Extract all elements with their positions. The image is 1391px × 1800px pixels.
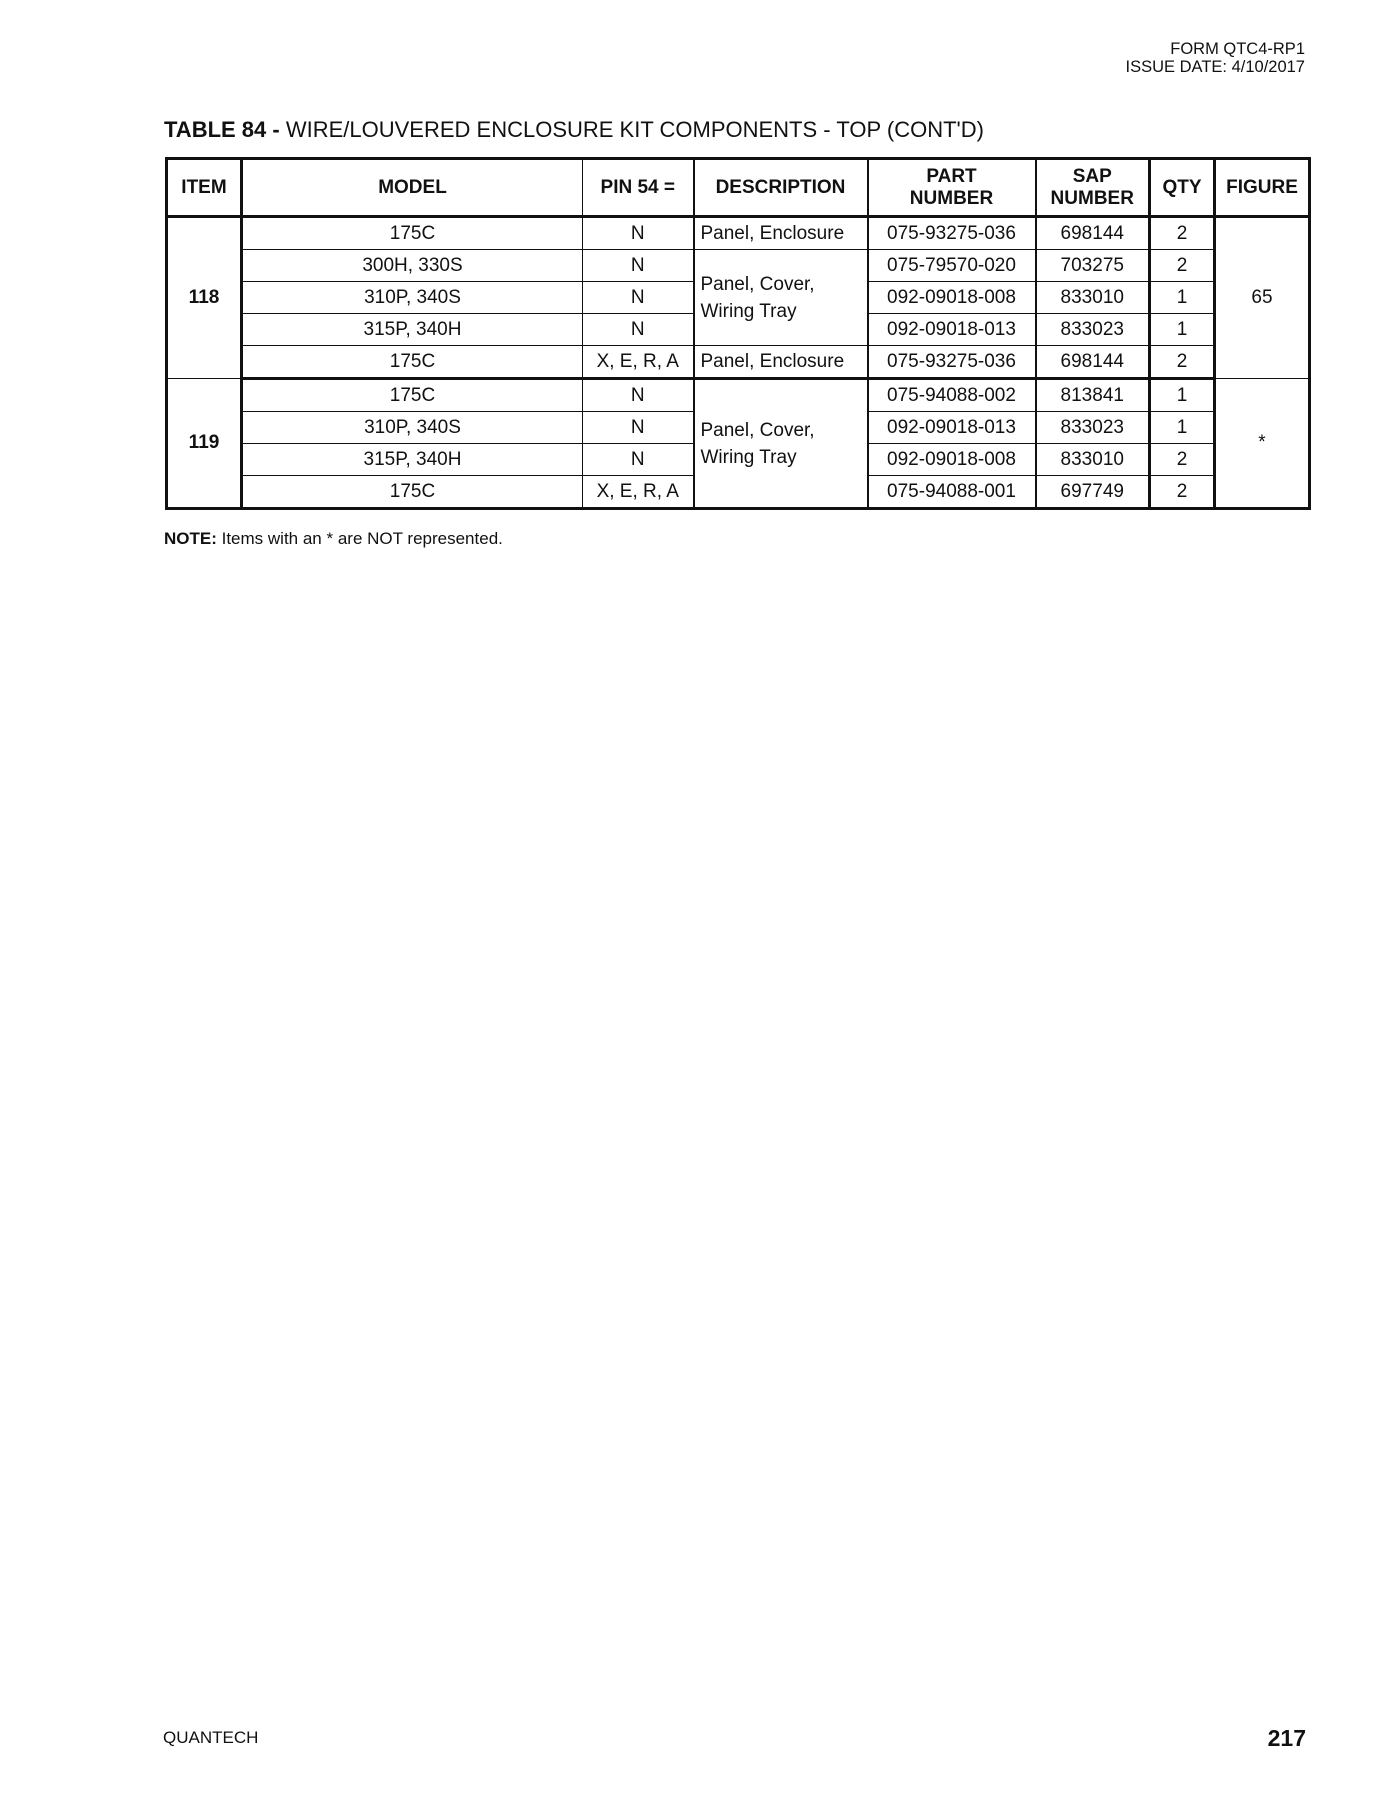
figure-cell: * [1215,379,1310,509]
sap-number-cell: 813841 [1036,379,1150,412]
sap-number-cell: 833010 [1036,444,1150,476]
description-cell: Panel, Enclosure [694,346,868,379]
sap-number-cell: 698144 [1036,346,1150,379]
col-header-sap-number [1036,159,1150,217]
table-row [167,217,1310,250]
col-header-item: ITEM [167,159,242,217]
sap-number-cell: 698144 [1036,217,1150,250]
description-cell: Panel, Cover, Wiring Tray [694,379,868,509]
model-cell: 300H, 330S [242,250,583,282]
form-header [1126,40,1305,76]
model-cell: 175C [242,379,583,412]
form-number: FORM QTC4-RP1 [1170,40,1305,58]
model-cell: 315P, 340H [242,314,583,346]
qty-cell: 1 [1150,282,1215,314]
model-cell: 310P, 340S [242,412,583,444]
part-number-cell: 075-93275-036 [868,217,1036,250]
pin-cell: X, E, R, A [583,346,694,379]
description-cell: Panel, Enclosure [694,217,868,250]
model-cell: 175C [242,346,583,379]
pin-cell: N [583,444,694,476]
col-header-pin: PIN 54 = [583,159,694,217]
qty-cell: 2 [1150,476,1215,509]
qty-cell: 2 [1150,250,1215,282]
model-cell: 175C [242,217,583,250]
qty-cell: 1 [1150,379,1215,412]
sap-number-cell: 833023 [1036,412,1150,444]
issue-date: ISSUE DATE: 4/10/2017 [1125,58,1305,76]
table-title-prefix: TABLE 84 - [164,117,280,142]
col-header-model: MODEL [242,159,583,217]
table-title [164,117,984,143]
model-cell: 315P, 340H [242,444,583,476]
part-number-cell: 092-09018-013 [868,314,1036,346]
note-text: Items with an * are NOT represented. [216,529,503,548]
col-header-part-line1: PART [926,165,977,187]
pin-cell: N [583,217,694,250]
part-number-cell: 075-93275-036 [868,346,1036,379]
table-header-row [167,159,1310,217]
item-number: 119 [167,379,242,509]
model-cell: 310P, 340S [242,282,583,314]
note-label: NOTE: [164,529,217,548]
col-header-part-line2: NUMBER [909,187,994,209]
sap-number-cell: 697749 [1036,476,1150,509]
col-header-sap-line1: SAP [1072,165,1112,187]
part-number-cell: 075-79570-020 [868,250,1036,282]
model-cell: 175C [242,476,583,509]
table-row [167,346,1310,379]
col-header-sap-line2: NUMBER [1050,187,1134,209]
qty-cell: 2 [1150,217,1215,250]
qty-cell: 2 [1150,444,1215,476]
pin-cell: N [583,412,694,444]
pin-cell: X, E, R, A [583,476,694,509]
figure-cell: 65 [1215,217,1310,379]
table-row [167,379,1310,412]
pin-cell: N [583,282,694,314]
qty-cell: 1 [1150,412,1215,444]
item-number: 118 [167,217,242,379]
pin-cell: N [583,314,694,346]
description-cell: Panel, Cover, Wiring Tray [694,250,868,346]
col-header-part-number [868,159,1036,217]
table-title-text: WIRE/LOUVERED ENCLOSURE KIT COMPONENTS - TOP (CONT'D) [279,117,984,142]
qty-cell: 2 [1150,346,1215,379]
part-number-cell: 092-09018-013 [868,412,1036,444]
components-table [165,157,1311,510]
col-header-figure: FIGURE [1215,159,1310,217]
part-number-cell: 092-09018-008 [868,282,1036,314]
col-header-description: DESCRIPTION [694,159,868,217]
pin-cell: N [583,379,694,412]
sap-number-cell: 833010 [1036,282,1150,314]
part-number-cell: 075-94088-001 [868,476,1036,509]
pin-cell: N [583,250,694,282]
footer-brand: QUANTECH [163,1728,259,1747]
sap-number-cell: 703275 [1036,250,1150,282]
part-number-cell: 075-94088-002 [868,379,1036,412]
qty-cell: 1 [1150,314,1215,346]
table-note [164,529,503,549]
page-number: 217 [1267,1725,1306,1751]
table-row [167,250,1310,282]
part-number-cell: 092-09018-008 [868,444,1036,476]
sap-number-cell: 833023 [1036,314,1150,346]
col-header-qty: QTY [1150,159,1215,217]
